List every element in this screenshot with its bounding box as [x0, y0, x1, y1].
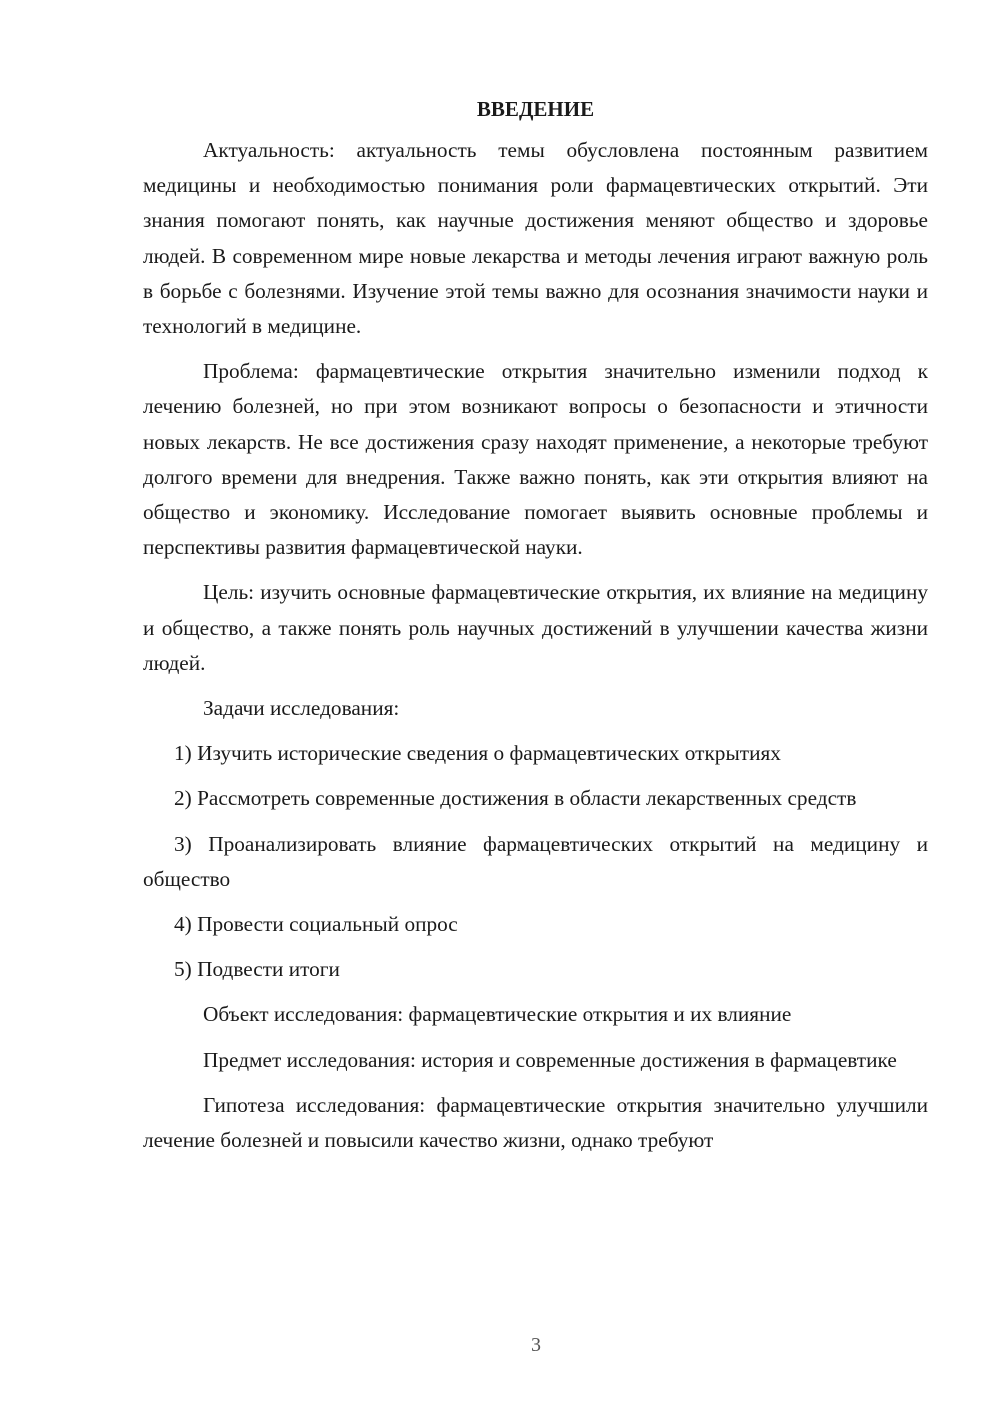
- task-item-1: 1) Изучить исторические сведения о фармацевтических открытиях: [174, 741, 781, 766]
- document-page: [143, 92, 928, 1168]
- task-item-2: 2) Рассмотреть современные достижения в области лекарственных средств: [174, 786, 857, 811]
- paragraph-object: Объект исследования: фармацевтические открытия и их влияние: [203, 1002, 792, 1027]
- task-item-5: 5) Подвести итоги: [174, 957, 340, 982]
- paragraph-tasks-heading: Задачи исследования:: [203, 696, 400, 721]
- paragraph-goal: Цель: изучить основные фармацевтические открытия, их влияние на медицину и общество, а также понять роль научных достижений в улучшении качества жизни людей.: [143, 580, 928, 675]
- paragraph-subject: Предмет исследования: история и современные достижения в фармацевтике: [203, 1047, 897, 1072]
- section-title: ВВЕДЕНИЕ: [476, 97, 595, 121]
- task-item-3: 3) Проанализировать влияние фармацевтических открытий на медицину и общество: [143, 831, 928, 891]
- paragraph-problem: Проблема: фармацевтические открытия значительно изменили подход к лечению болезней, но при этом возникают вопросы о безопасности и этичности новых лекарств. Не все достижения сразу находят применение, а некоторые требуют долгого времени для внедрения. Также важно понять, как эти открытия влияют на общество и экономику. Исследование помогает выявить основные проблемы и перспективы развития фармацевтической науки.: [143, 359, 928, 560]
- paragraph-hypothesis: Гипотеза исследования: фармацевтические открытия значительно улучшили лечение болезней и повысили качество жизни, однако требуют: [143, 1092, 928, 1153]
- page-number: 3: [531, 1334, 541, 1356]
- task-item-4: 4) Провести социальный опрос: [174, 912, 458, 937]
- paragraph-relevance: Актуальность: актуальность темы обусловлена постоянным развитием медицины и необходимостью понимания роли фармацевтических открытий. Эти знания помогают понять, как научные достижения меняют общество и здоровье людей. В современном мире новые лекарства и методы лечения играют важную роль в борьбе с болезнями. Изучение этой темы важно для осознания значимости науки и технологий в медицине.: [143, 138, 928, 339]
